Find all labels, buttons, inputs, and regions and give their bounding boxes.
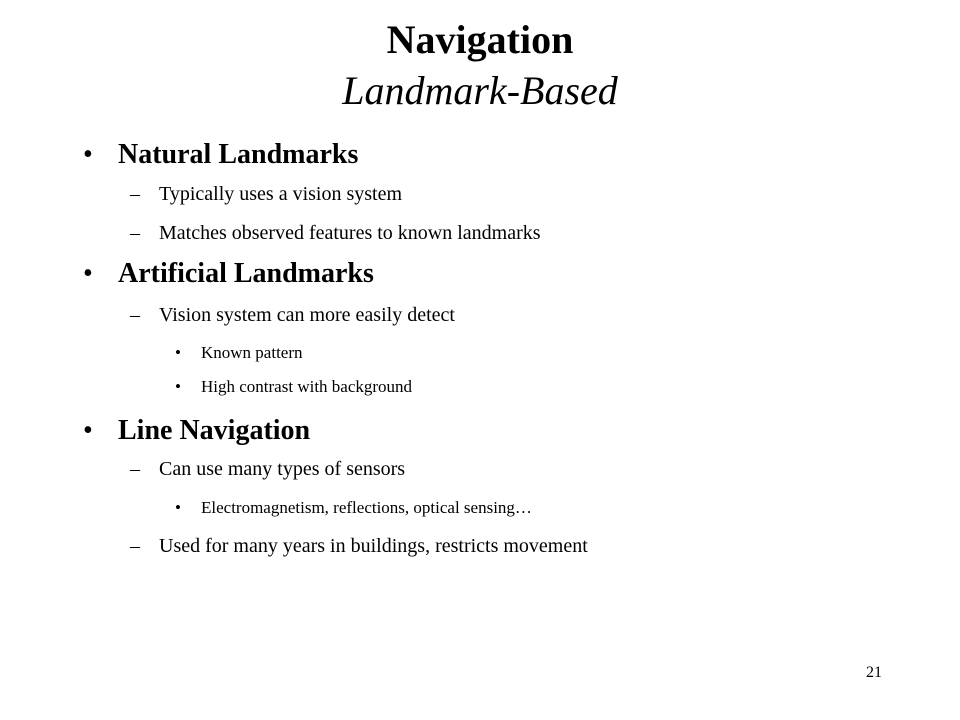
- bullet-heading: Line Navigation: [118, 415, 311, 446]
- sub-sub-bullet-high-contrast: [175, 377, 412, 397]
- dash-glyph: –: [130, 222, 140, 244]
- sub-sub-bullet-known-pattern: [175, 343, 303, 363]
- sub-bullet-easily-detect: [130, 303, 455, 327]
- sub-bullet-text: Typically uses a vision system: [159, 183, 403, 205]
- bullet-glyph: •: [83, 139, 93, 170]
- bullet-natural-landmarks: [83, 139, 358, 171]
- slide-subtitle: Landmark-Based: [342, 68, 618, 113]
- sub-sub-bullet-text: High contrast with background: [201, 377, 413, 396]
- sub-bullet-glyph: •: [175, 498, 181, 517]
- sub-bullet-text: Used for many years in buildings, restricts movement: [159, 535, 588, 557]
- sub-bullet-many-sensors: [130, 457, 405, 481]
- sub-bullet-glyph: •: [175, 343, 181, 362]
- bullet-glyph: •: [83, 258, 93, 289]
- bullet-heading: Natural Landmarks: [118, 139, 359, 170]
- page-number: 21: [866, 664, 882, 681]
- dash-glyph: –: [130, 535, 140, 557]
- sub-sub-bullet-text: Known pattern: [201, 343, 303, 362]
- sub-bullet-text: Can use many types of sensors: [159, 458, 406, 480]
- sub-bullet-glyph: •: [175, 377, 181, 396]
- sub-bullet-text: Matches observed features to known landmarks: [159, 222, 541, 244]
- bullet-glyph: •: [83, 415, 93, 446]
- sub-sub-bullet-text: Electromagnetism, reflections, optical sensing…: [201, 498, 532, 517]
- bullet-heading: Artificial Landmarks: [118, 258, 374, 289]
- dash-glyph: –: [130, 183, 140, 205]
- dash-glyph: –: [130, 458, 140, 480]
- sub-bullet-buildings: [130, 534, 588, 558]
- sub-bullet-matches-features: [130, 221, 541, 245]
- slide-title: Navigation: [386, 17, 574, 62]
- sub-bullet-text: Vision system can more easily detect: [159, 304, 455, 326]
- bullet-line-navigation: [83, 415, 310, 447]
- sub-sub-bullet-electromagnetism: [175, 498, 532, 518]
- sub-bullet-vision-system: [130, 182, 402, 206]
- dash-glyph: –: [130, 304, 140, 326]
- bullet-artificial-landmarks: [83, 258, 374, 290]
